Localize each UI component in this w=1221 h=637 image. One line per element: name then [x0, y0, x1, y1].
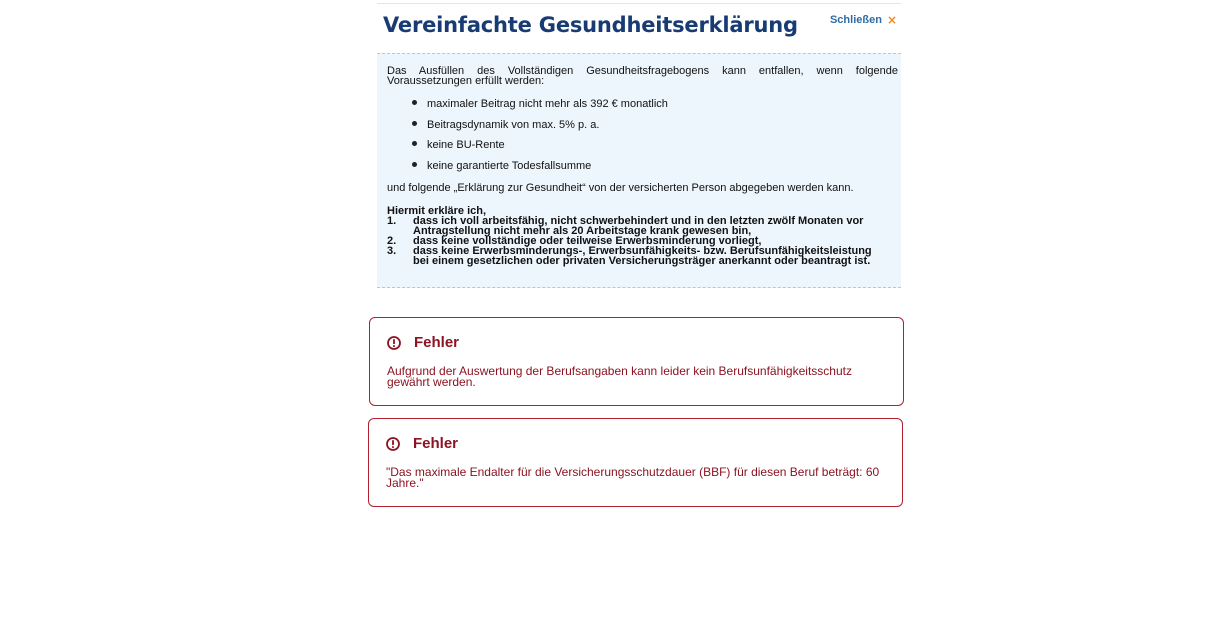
declaration-number: 1. [387, 215, 397, 227]
declaration-heading: Hiermit erkläre ich, [387, 205, 487, 217]
exclamation-circle-icon [386, 437, 400, 451]
declaration-number: 3. [387, 245, 397, 257]
list-item [412, 115, 898, 136]
error-header [387, 334, 459, 351]
health-declaration-info [377, 53, 901, 288]
exclamation-circle-icon [387, 336, 401, 350]
error-alert [368, 418, 903, 507]
error-title: Fehler [414, 334, 460, 351]
list-item [412, 135, 898, 156]
requirements-list [387, 94, 898, 176]
list-item [387, 246, 898, 266]
requirement-text: maximaler Beitrag nicht mehr als 392 € monatlich [427, 98, 668, 111]
follow-text: und folgende „Erklärung zur Gesundheit“ von der versicherten Person abgegeben werden kann. [387, 182, 854, 194]
close-button[interactable] [830, 14, 897, 26]
intro-text: Das Ausfüllen des Vollständigen Gesundheitsfragebogens kann entfallen, wenn folgende Voraussetzungen erfüllt werden: [387, 65, 898, 87]
error-header [386, 435, 458, 452]
dialog-header [377, 5, 901, 51]
requirement-text: Beitragsdynamik von max. 5% p. a. [427, 118, 600, 131]
requirement-text: keine BU-Rente [427, 139, 505, 152]
declaration-number: 2. [387, 235, 397, 247]
dialog-top-divider [377, 3, 901, 4]
bullet-icon [412, 121, 417, 126]
dialog-title: Vereinfachte Gesundheitserklärung [383, 13, 798, 37]
close-label[interactable]: Schließen [829, 14, 882, 26]
bullet-icon [412, 162, 417, 167]
error-alert [369, 317, 904, 406]
declaration-list [387, 216, 898, 266]
list-item [387, 216, 898, 236]
error-title: Fehler [413, 435, 459, 452]
bullet-icon [412, 100, 417, 105]
declaration-text: dass keine vollständige oder teilweise Erwerbsminderung vorliegt, [413, 235, 762, 247]
list-item [412, 94, 898, 115]
close-icon[interactable]: × [886, 13, 897, 27]
error-message: Aufgrund der Auswertung der Berufsangaben kann leider kein Berufsunfähigkeitsschutz gewährt werden. [387, 364, 852, 389]
requirement-text: keine garantierte Todesfallsumme [427, 159, 592, 172]
bullet-icon [412, 141, 417, 146]
declaration-text: dass ich voll arbeitsfähig, nicht schwerbehindert und in den letzten zwölf Monaten vor Antragstellung nicht mehr als 20 Arbeitstage krank gewesen bin, [413, 215, 864, 237]
declaration-text: dass keine Erwerbsminderungs-, Erwerbsunfähigkeits- bzw. Berufsunfähigkeitsleistung bei einem gesetzlichen oder privaten Versicherungsträger anerkannt oder beantragt ist. [413, 245, 872, 267]
list-item [412, 156, 898, 177]
error-message: "Das maximale Endalter für die Versicherungsschutzdauer (BBF) für diesen Beruf beträgt: 60 Jahre." [386, 465, 880, 490]
